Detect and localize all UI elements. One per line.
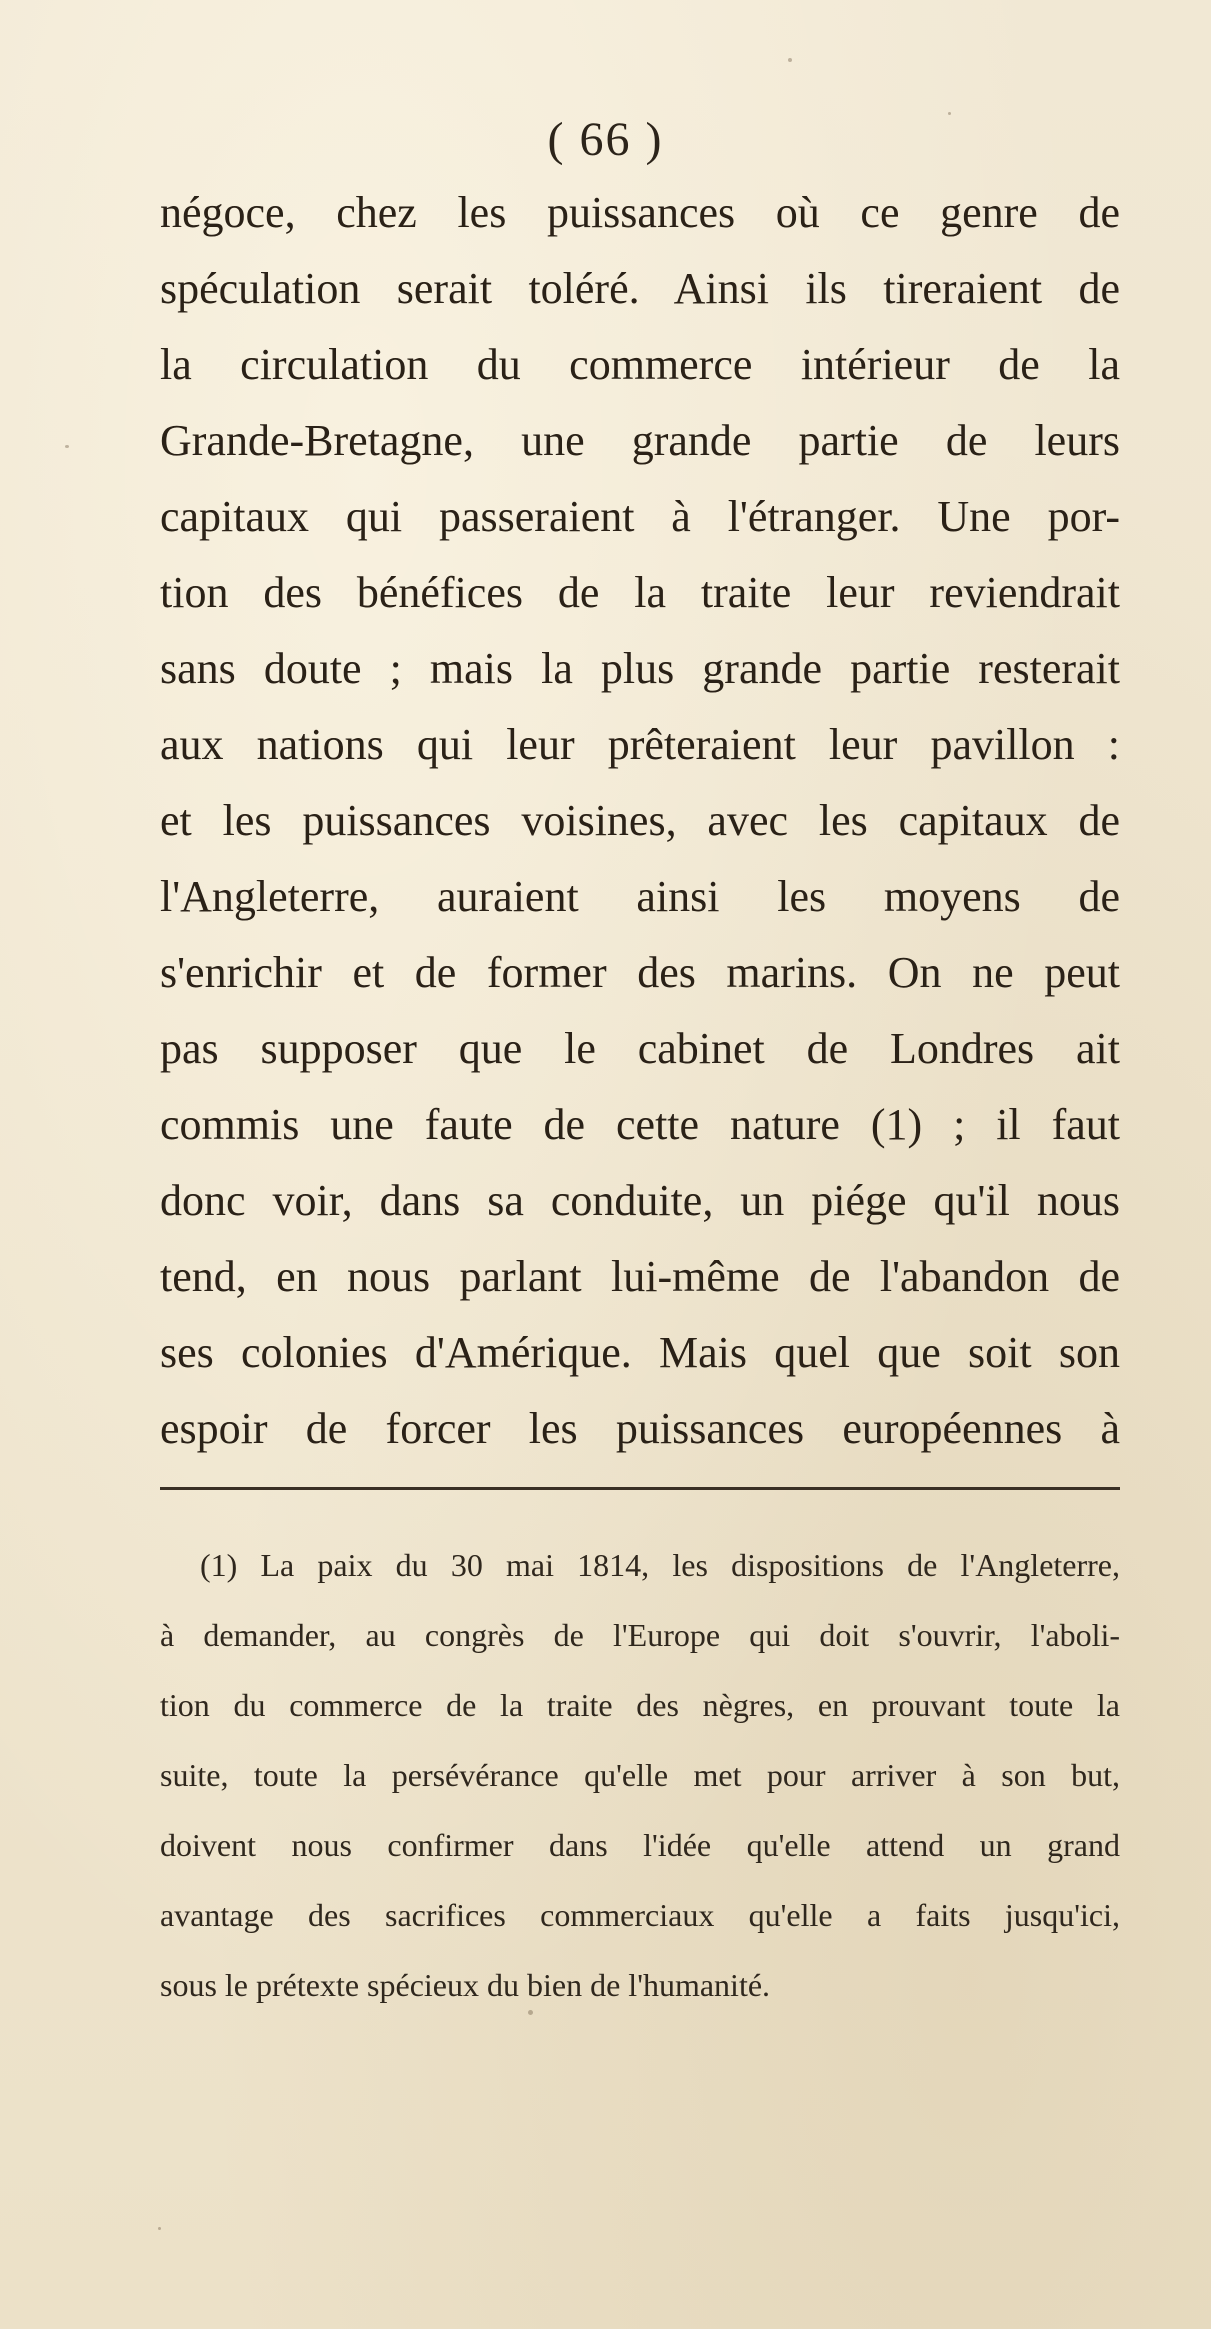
paper-speck [788, 58, 792, 62]
footnote-line: doivent nous confirmer dans l'idée qu'elle attend un grand [160, 1827, 1120, 1863]
text-line: Grande-Bretagne, une grande partie de leurs [160, 416, 1120, 465]
paper-speck [158, 2227, 161, 2230]
text-line: capitaux qui passeraient à l'étranger. Une por- [160, 492, 1120, 541]
text-line: donc voir, dans sa conduite, un piége qu'il nous [160, 1176, 1120, 1225]
paper-speck [65, 445, 69, 448]
text-line: espoir de forcer les puissances européennes à [160, 1404, 1120, 1453]
footnote-divider [160, 1487, 1120, 1490]
text-line: pas supposer que le cabinet de Londres ait [160, 1024, 1120, 1073]
text-line: et les puissances voisines, avec les capitaux de [160, 796, 1120, 845]
text-line: tion des bénéfices de la traite leur reviendrait [160, 568, 1120, 617]
text-line: la circulation du commerce intérieur de la [160, 340, 1120, 389]
text-line: sans doute ; mais la plus grande partie resterait [160, 644, 1120, 693]
footnote-line: suite, toute la persévérance qu'elle met pour arriver à son but, [160, 1757, 1120, 1793]
footnote-line: tion du commerce de la traite des nègres, en prouvant toute la [160, 1687, 1120, 1723]
page-number: ( 66 ) [547, 113, 664, 166]
footnote [160, 1530, 1120, 2020]
text-line: ses colonies d'Amérique. Mais quel que soit son [160, 1328, 1120, 1377]
text-line: négoce, chez les puissances où ce genre de [160, 188, 1120, 237]
text-line: spéculation serait toléré. Ainsi ils tireraient de [160, 264, 1120, 313]
text-line: l'Angleterre, auraient ainsi les moyens de [160, 872, 1120, 921]
footnote-line: (1) La paix du 30 mai 1814, les dispositions de l'Angleterre, [200, 1547, 1120, 1583]
paper-speck [528, 2010, 533, 2015]
footnote-line: avantage des sacrifices commerciaux qu'elle a faits jusqu'ici, [160, 1897, 1120, 1933]
footnote-line: à demander, au congrès de l'Europe qui doit s'ouvrir, l'aboli- [160, 1617, 1120, 1653]
text-line: s'enrichir et de former des marins. On ne peut [160, 948, 1120, 997]
text-line: commis une faute de cette nature (1) ; il faut [160, 1100, 1120, 1149]
text-line: tend, en nous parlant lui-même de l'abandon de [160, 1252, 1120, 1301]
body-text [160, 175, 1120, 1467]
footnote-line: sous le prétexte spécieux du bien de l'humanité. [160, 1967, 771, 2003]
paper-speck [948, 112, 951, 115]
text-line: aux nations qui leur prêteraient leur pavillon : [160, 720, 1120, 769]
